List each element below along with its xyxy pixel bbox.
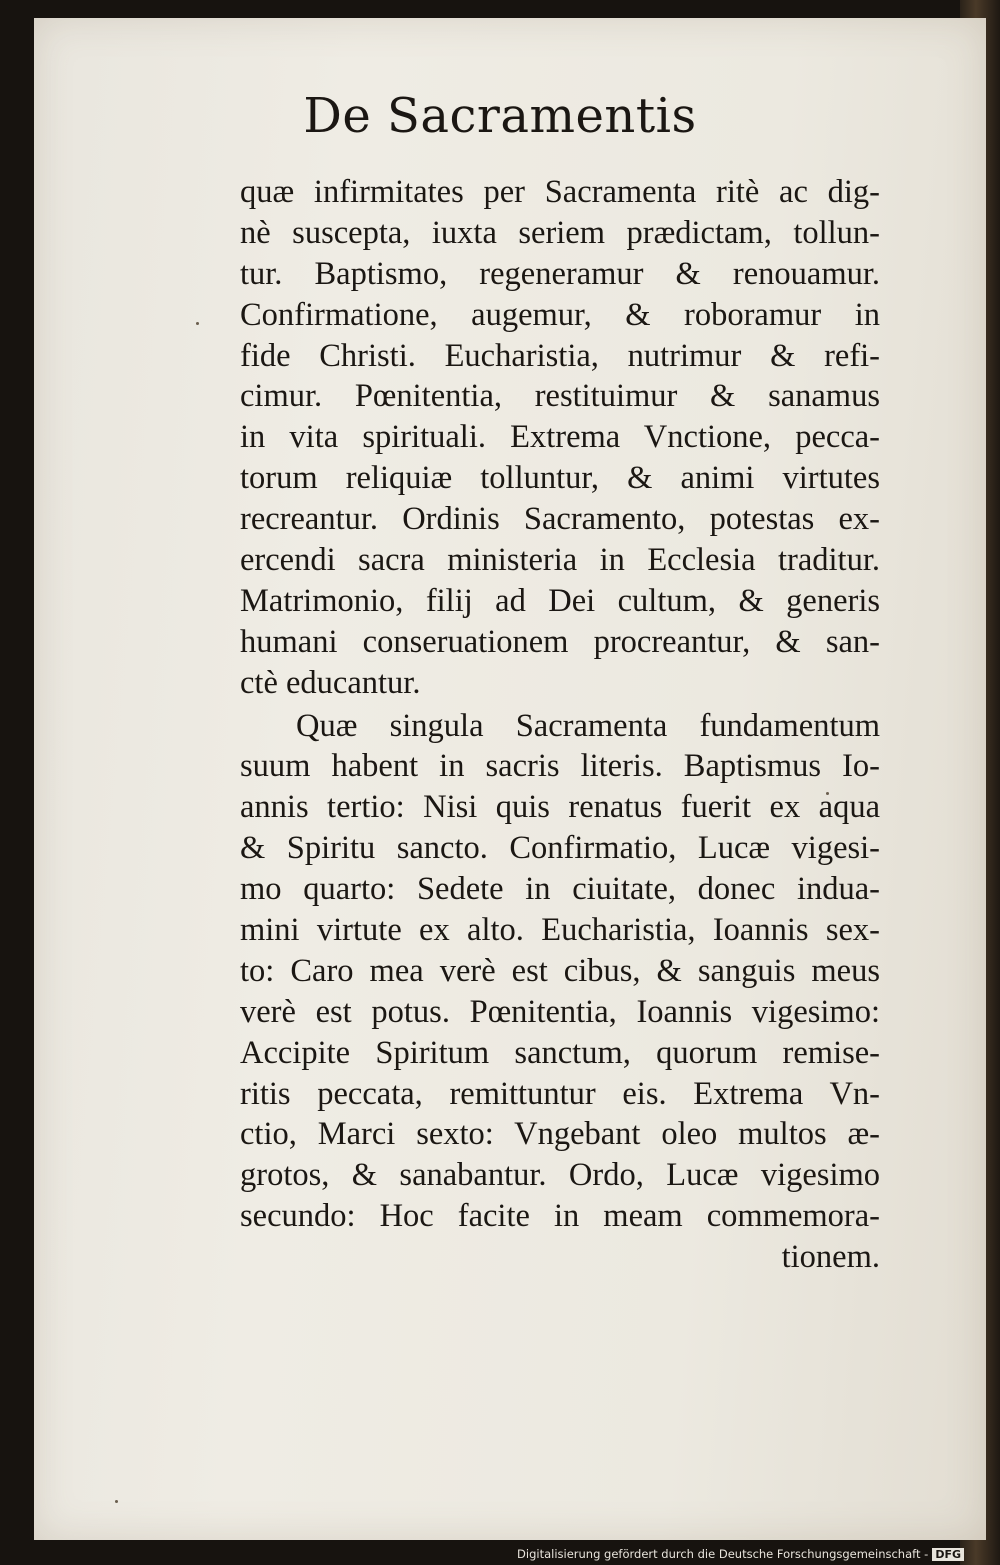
text-line: recreantur. Ordinis Sacramento, potestas ex- (240, 501, 880, 538)
text-line: Matrimonio, filij ad Dei cultum, & generis (240, 582, 880, 619)
page-heading: De Sacramentis (303, 88, 697, 144)
text-line: nè susceptа, iuxta seriem prædictam, tollun- (240, 214, 880, 251)
text-block (240, 172, 880, 1278)
text-line: Accipite Spiritum sanctum, quorum remise- (240, 1034, 880, 1071)
text-line: ctio, Marci sexto: Vngebant oleo multos æ- (240, 1116, 880, 1153)
text-line: Confirmatione, augemur, & roboramur in (240, 296, 880, 333)
text-line: mo quarto: Sedete in ciuitate, donec indua- (240, 871, 880, 908)
paper-speck (196, 322, 199, 325)
paper-speck (115, 1500, 118, 1503)
text-line: fide Christi. Eucharistia, nutrimur & refi- (240, 337, 880, 374)
text-line: quæ infirmitates per Sacramenta ritè ac dig- (240, 174, 880, 210)
text-line: suum habent in sacris literis. Baptismus Io- (240, 748, 880, 785)
text-line: mini virtute ex alto. Eucharistia, Ioannis sex- (240, 912, 880, 949)
text-line: cimur. Pœnitentia, restituimur & sanamus (240, 378, 880, 415)
text-line: grotos, & sanabantur. Ordo, Lucæ vigesimo (240, 1157, 880, 1194)
text-line: humani conseruationem procreantur, & san- (240, 623, 880, 660)
text-line: in vita spirituali. Extrema Vnctione, pecca- (240, 419, 880, 456)
text-line: tur. Baptismo, regeneramur & renouamur. (240, 255, 880, 292)
digitization-credit (517, 1547, 964, 1561)
dfg-logo: DFG (932, 1548, 964, 1561)
text-line: torum reliquiæ tolluntur, & animi virtutes (240, 460, 880, 497)
text-line: to: Caro mea verè est cibus, & sanguis meus (240, 952, 880, 989)
text-line: ritis peccata, remittuntur eis. Extrema Vn- (240, 1075, 880, 1112)
text-line: secundo: Hoc facite in meam commemora- (240, 1198, 880, 1235)
catchword: tionem. (781, 1239, 880, 1276)
text-line: ctè educantur. (240, 664, 421, 701)
text-line: verè est potus. Pœnitentia, Ioannis vigesimo: (240, 993, 880, 1030)
text-line: & Spiritu sancto. Confirmatio, Lucæ vigesi- (240, 830, 880, 867)
text-line: Quæ singula Sacramenta fundamentum (296, 707, 880, 744)
credit-text: Digitalisierung gefördert durch die Deutsche Forschungsgemeinschaft - (517, 1547, 929, 1561)
text-line: annis tertio: Nisi quis renatus fuerit ex aqua (240, 789, 880, 826)
text-line: ercendi sacra ministeria in Ecclesia traditur. (240, 542, 880, 579)
